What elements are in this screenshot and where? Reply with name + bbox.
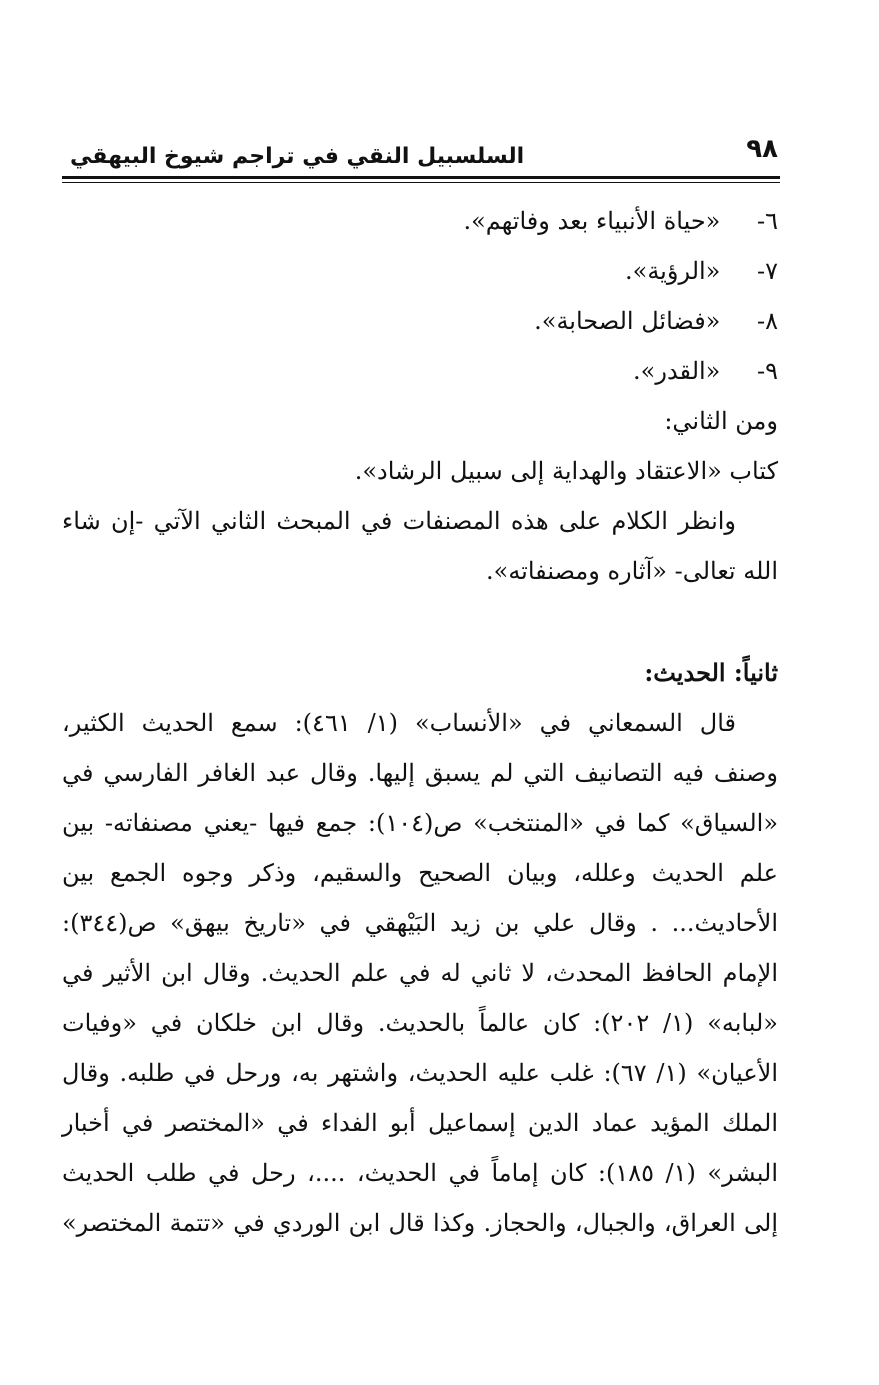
see-also-line: وانظر الكلام على هذه المصنفات في المبحث الثاني الآتي -إن شاء [62, 507, 737, 535]
page-number: ٩٨ [746, 134, 778, 164]
second-group-label: ومن الثاني: [664, 407, 778, 435]
header-rule-thick [62, 176, 780, 179]
list-item-text: «الرؤية». [625, 257, 721, 285]
paragraph-line: الأعيان» (١/ ٦٧): غلب عليه الحديث، واشتهر به، ورحل في طلبه. وقال [62, 1059, 778, 1087]
list-item [62, 246, 778, 296]
list-item-text: «حياة الأنبياء بعد وفاتهم». [463, 207, 721, 235]
list-item-number: ٨- [757, 307, 778, 335]
list-item-text: «القدر». [633, 357, 721, 385]
paragraph-line: إلى العراق، والجبال، والحجاز. وكذا قال ابن الوردي في «تتمة المختصر» [62, 1209, 778, 1237]
paragraph-line: الملك المؤيد عماد الدين إسماعيل أبو الفداء في «المختصر في أخبار [62, 1109, 778, 1137]
list-item-number: ٧- [757, 257, 778, 285]
hadith-paragraph [62, 698, 778, 1248]
paragraph-line: وصنف فيه التصانيف التي لم يسبق إليها. وقال عبد الغافر الفارسي في [62, 759, 778, 787]
paragraph-line: «السياق» كما في «المنتخب» ص(١٠٤): جمع فيها -يعني مصنفاته- بين [62, 809, 778, 837]
header-rule-thin [62, 182, 780, 183]
second-group-book: كتاب «الاعتقاد والهداية إلى سبيل الرشاد». [354, 457, 778, 485]
paragraph-line: الإمام الحافظ المحدث، لا ثاني له في علم الحديث. وقال ابن الأثير في [62, 959, 778, 987]
page-body [62, 196, 778, 1248]
paragraph-line: «لبابه» (١/ ٢٠٢): كان عالماً بالحديث. وقال ابن خلكان في «وفيات [62, 1009, 778, 1037]
see-also-paragraph [62, 496, 778, 596]
paragraph-line: الأحاديث... . وقال علي بن زيد البَيْهقي في «تاريخ بيهق» ص(٣٤٤): [62, 909, 778, 937]
running-header [70, 130, 778, 174]
list-item [62, 196, 778, 246]
section-heading: ثانياً: الحديث: [644, 658, 778, 687]
list-item [62, 296, 778, 346]
list-item [62, 346, 778, 396]
paragraph-line: علم الحديث وعلله، وبيان الصحيح والسقيم، وذكر وجوه الجمع بين [62, 859, 778, 887]
list-item-text: «فضائل الصحابة». [534, 307, 721, 335]
running-title: السلسبيل النقي في تراجم شيوخ البيهقي [70, 144, 525, 169]
see-also-line: الله تعالى- «آثاره ومصنفاته». [486, 557, 778, 585]
paragraph-line: البشر» (١/ ١٨٥): كان إماماً في الحديث، ....، رحل في طلب الحديث [62, 1159, 778, 1187]
paragraph-line: قال السمعاني في «الأنساب» (١/ ٤٦١): سمع الحديث الكثير، [62, 709, 737, 737]
list-item-number: ٦- [757, 207, 778, 235]
list-item-number: ٩- [757, 357, 778, 385]
